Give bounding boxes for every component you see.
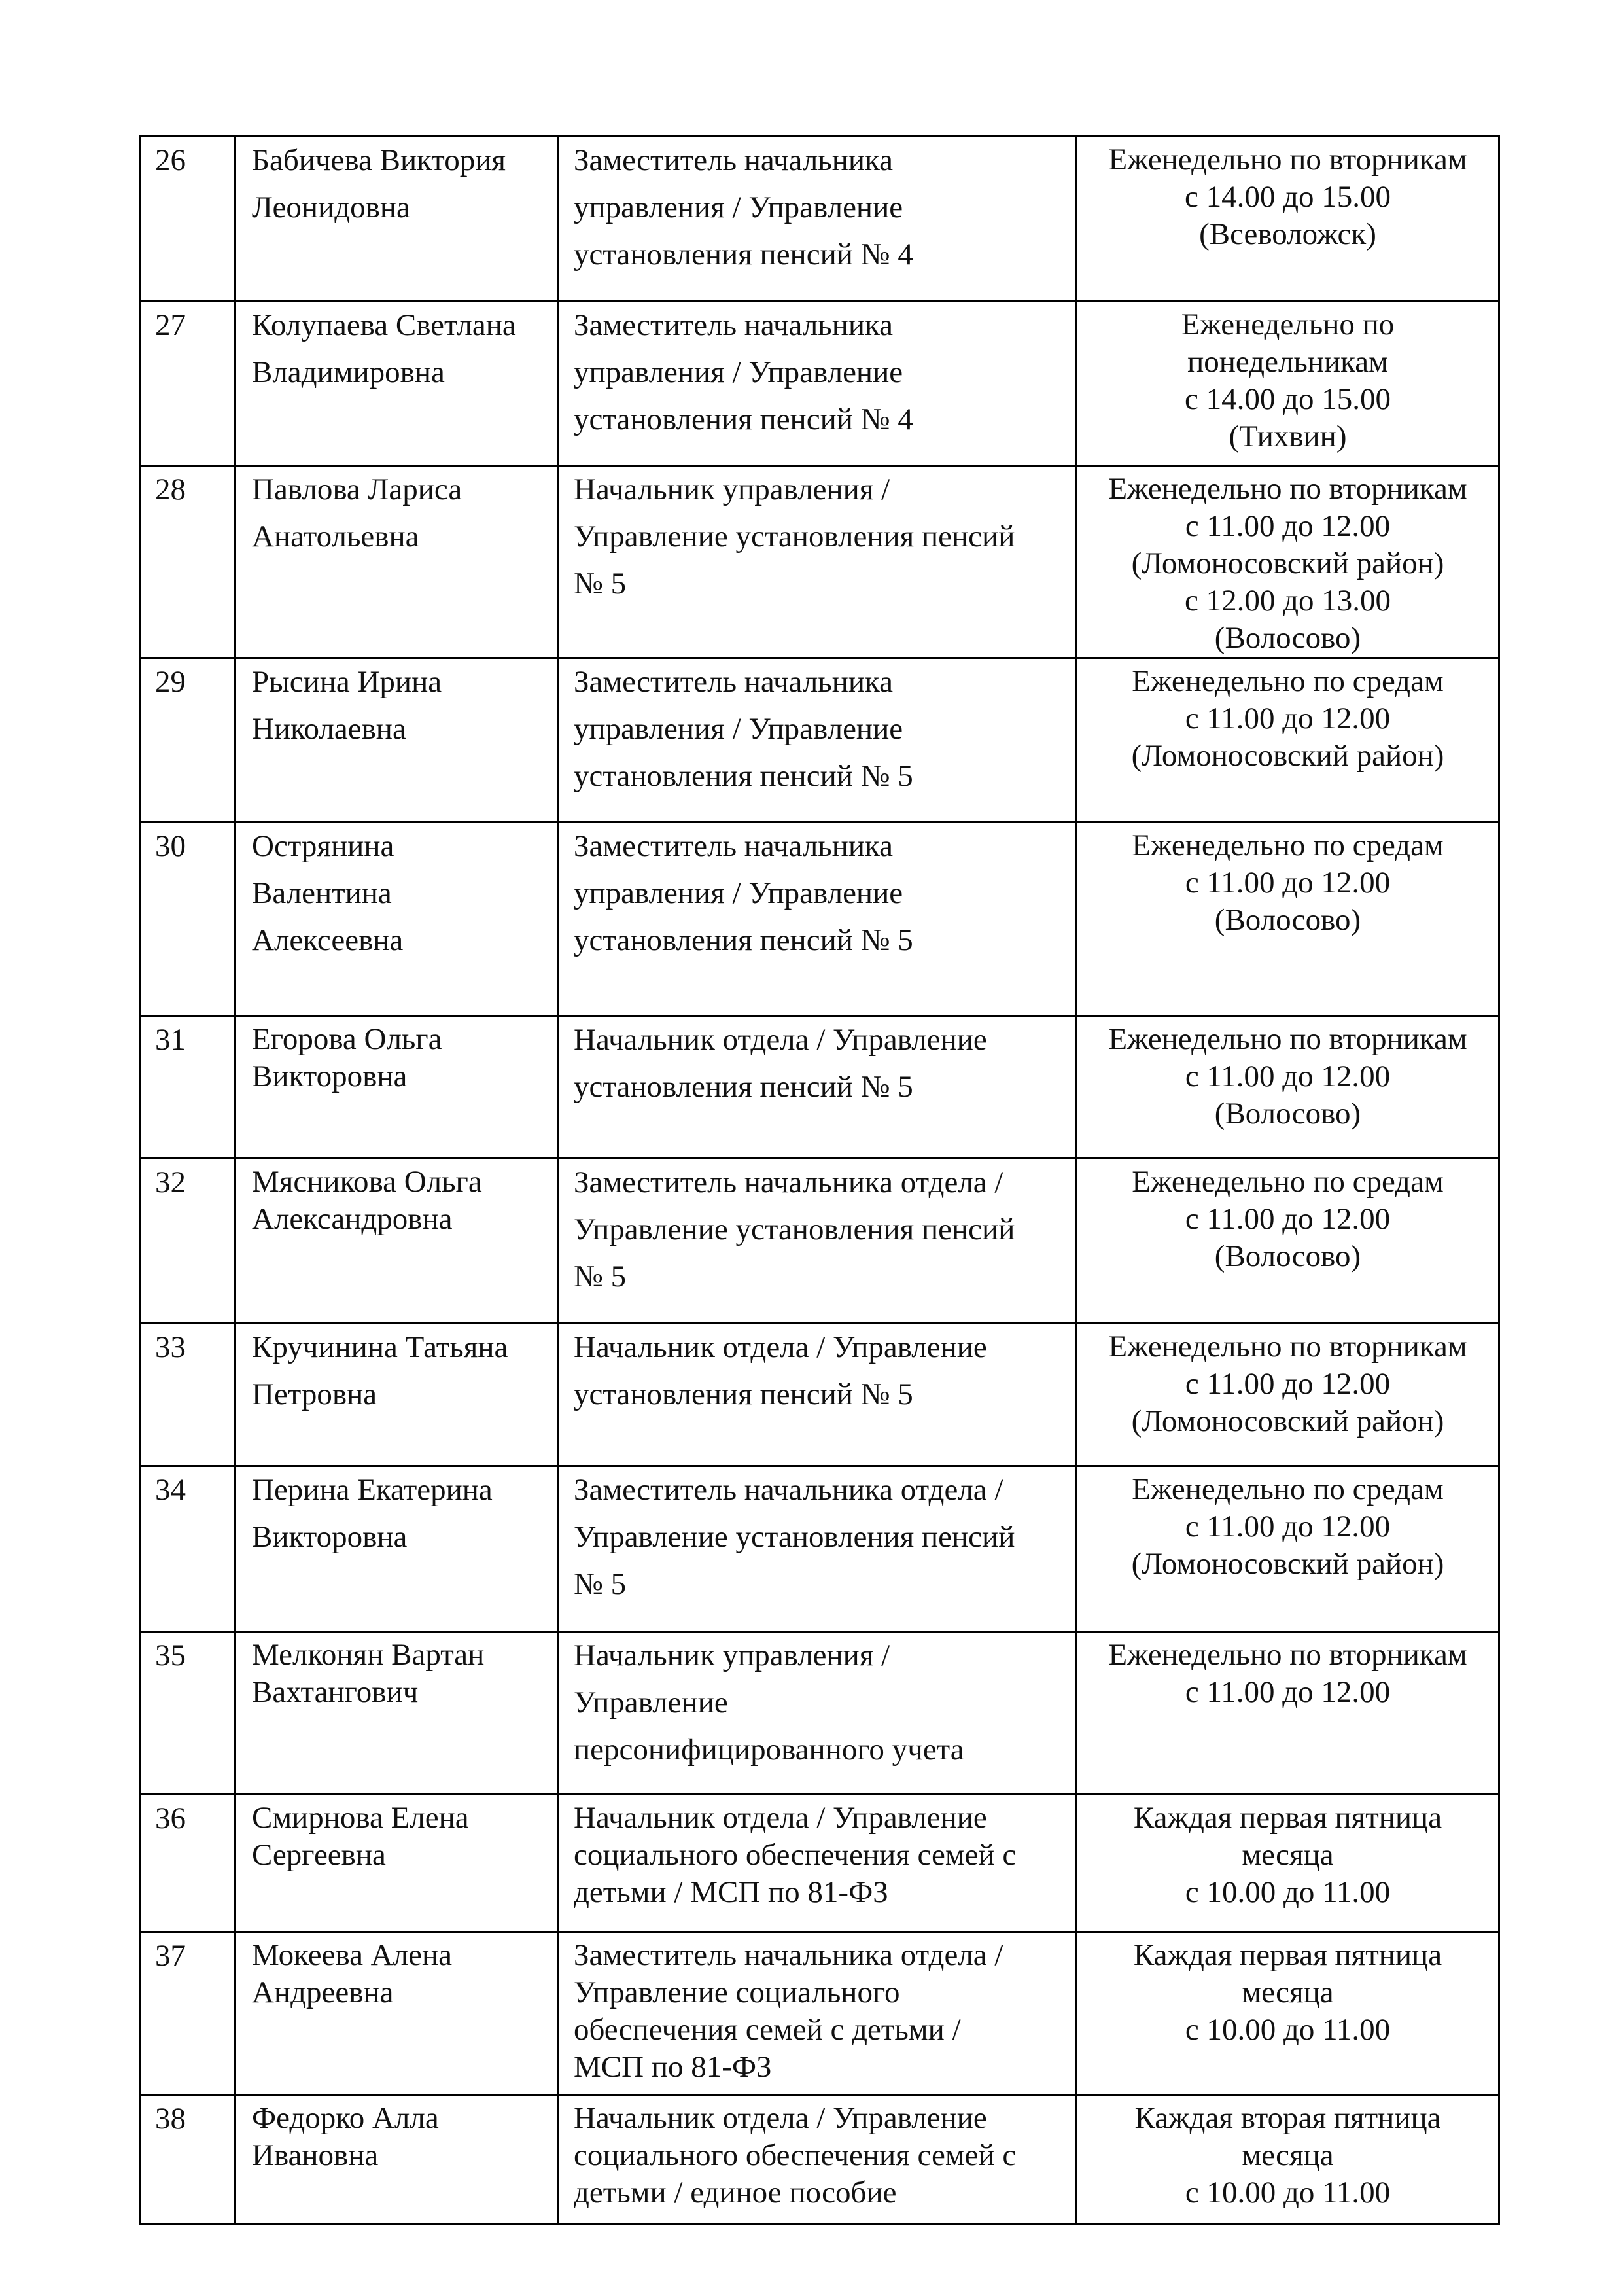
schedule-cell [1077, 658, 1499, 822]
schedule-line: Каждая первая пятница [1133, 1938, 1442, 1972]
reception-schedule-table [139, 135, 1500, 2225]
row-number: 30 [155, 829, 186, 863]
schedule-line: с 11.00 до 12.00 [1185, 1059, 1391, 1093]
schedule-line: Еженедельно по [1181, 308, 1395, 342]
employee-name-line: Павлова Лариса [252, 472, 462, 506]
schedule-line: с 10.00 до 11.00 [1185, 2013, 1391, 2047]
position-line: детьми / единое пособие [574, 2176, 897, 2210]
position-line: управления / Управление [574, 355, 903, 389]
schedule-cell [1077, 1159, 1499, 1324]
position-line: Управление установления пенсий [574, 1212, 1015, 1246]
schedule-line: с 14.00 до 15.00 [1184, 180, 1391, 214]
schedule-line: месяца [1242, 1838, 1334, 1872]
position-line: управления / Управление [574, 876, 903, 910]
position-line: установления пенсий № 5 [574, 759, 913, 793]
row-number: 29 [155, 665, 186, 699]
employee-name-line: Николаевна [252, 712, 406, 746]
schedule-cell [1077, 137, 1499, 302]
schedule-line: Еженедельно по средам [1132, 664, 1444, 698]
employee-name-cell [236, 137, 559, 302]
employee-name-cell [236, 1466, 559, 1632]
row-number: 36 [155, 1801, 186, 1835]
employee-name-line: Александровна [252, 1202, 453, 1236]
position-cell [559, 466, 1077, 658]
row-number: 26 [155, 143, 186, 177]
employee-name-line: Федорко Алла [252, 2101, 439, 2135]
position-line: установления пенсий № 5 [574, 1070, 913, 1104]
position-cell [559, 658, 1077, 822]
row-number-cell [141, 658, 236, 822]
row-number-cell [141, 1324, 236, 1466]
schedule-line: (Ломоносовский район) [1131, 546, 1444, 580]
schedule-line: понедельникам [1187, 345, 1388, 379]
position-line: Управление [574, 1686, 728, 1720]
employee-name-line: Петровна [252, 1377, 377, 1411]
schedule-line: (Волосово) [1214, 1239, 1361, 1273]
position-cell [559, 1324, 1077, 1466]
schedule-line: Еженедельно по вторникам [1108, 143, 1467, 177]
schedule-cell [1077, 822, 1499, 1016]
position-cell [559, 302, 1077, 466]
schedule-line: Каждая вторая пятница [1134, 2101, 1441, 2135]
schedule-line: (Всеволожск) [1199, 217, 1376, 251]
employee-name-line: Острянина [252, 829, 394, 863]
schedule-line: с 10.00 до 11.00 [1185, 1875, 1391, 1909]
position-line: Заместитель начальника [574, 143, 893, 177]
table-row [141, 302, 1499, 466]
position-cell [559, 1632, 1077, 1795]
employee-name-line: Сергеевна [252, 1838, 386, 1872]
employee-name-line: Валентина [252, 876, 392, 910]
row-number: 35 [155, 1638, 186, 1672]
schedule-line: Еженедельно по средам [1132, 1472, 1444, 1506]
employee-name-cell [236, 466, 559, 658]
schedule-line: (Ломоносовский район) [1131, 739, 1444, 773]
schedule-cell [1077, 1324, 1499, 1466]
employee-name-line: Мелконян Вартан [252, 1638, 485, 1672]
row-number-cell [141, 1632, 236, 1795]
schedule-cell [1077, 1932, 1499, 2095]
schedule-line: с 11.00 до 12.00 [1185, 701, 1391, 735]
employee-name-line: Мясникова Ольга [252, 1165, 482, 1199]
schedule-line: с 11.00 до 12.00 [1185, 866, 1391, 900]
schedule-cell [1077, 1466, 1499, 1632]
table-row [141, 1632, 1499, 1795]
schedule-line: (Ломоносовский район) [1131, 1404, 1444, 1438]
schedule-line: Каждая первая пятница [1133, 1801, 1442, 1835]
employee-name-line: Андреевна [252, 1975, 394, 2009]
table-row [141, 137, 1499, 302]
position-line: Начальник отдела / Управление [574, 1801, 987, 1835]
position-line: Управление социального [574, 1975, 900, 2009]
position-cell [559, 1016, 1077, 1159]
schedule-cell [1077, 1795, 1499, 1932]
employee-name-cell [236, 302, 559, 466]
position-line: № 5 [574, 1567, 627, 1601]
schedule-line: Еженедельно по средам [1132, 828, 1444, 862]
position-line: Заместитель начальника [574, 665, 893, 699]
row-number: 28 [155, 472, 186, 506]
position-line: установления пенсий № 4 [574, 402, 913, 436]
schedule-line: с 14.00 до 15.00 [1184, 382, 1391, 416]
row-number-cell [141, 822, 236, 1016]
position-line: социального обеспечения семей с [574, 2138, 1017, 2172]
table-row [141, 1016, 1499, 1159]
position-line: Начальник управления / [574, 472, 890, 506]
schedule-cell [1077, 466, 1499, 658]
schedule-line: Еженедельно по вторникам [1108, 472, 1467, 506]
schedule-line: с 11.00 до 12.00 [1185, 1367, 1391, 1401]
employee-name-cell [236, 658, 559, 822]
position-line: персонифицированного учета [574, 1733, 964, 1767]
position-line: № 5 [574, 567, 627, 601]
position-line: Управление установления пенсий [574, 1520, 1015, 1554]
row-number: 32 [155, 1165, 186, 1199]
position-line: Начальник управления / [574, 1638, 890, 1672]
row-number-cell [141, 1795, 236, 1932]
employee-name-cell [236, 1324, 559, 1466]
table-row [141, 1159, 1499, 1324]
schedule-line: с 11.00 до 12.00 [1185, 1510, 1391, 1544]
position-line: Заместитель начальника отдела / [574, 1165, 1003, 1199]
schedule-line: с 11.00 до 12.00 [1185, 509, 1391, 543]
table-row [141, 822, 1499, 1016]
schedule-line: (Волосово) [1214, 621, 1361, 655]
table-body [141, 137, 1499, 2225]
schedule-line: (Тихвин) [1229, 419, 1347, 453]
position-cell [559, 1932, 1077, 2095]
schedule-line: Еженедельно по вторникам [1108, 1330, 1467, 1364]
employee-name-line: Рысина Ирина [252, 665, 442, 699]
employee-name-line: Перина Екатерина [252, 1473, 493, 1507]
schedule-line: Еженедельно по вторникам [1108, 1638, 1467, 1672]
row-number-cell [141, 302, 236, 466]
employee-name-line: Егорова Ольга [252, 1022, 442, 1056]
position-line: установления пенсий № 5 [574, 1377, 913, 1411]
schedule-cell [1077, 1016, 1499, 1159]
employee-name-line: Вахтангович [252, 1675, 419, 1709]
table-row [141, 1795, 1499, 1932]
position-line: управления / Управление [574, 712, 903, 746]
employee-name-line: Ивановна [252, 2138, 379, 2172]
employee-name-cell [236, 1016, 559, 1159]
row-number-cell [141, 1932, 236, 2095]
position-line: Управление установления пенсий [574, 520, 1015, 554]
schedule-line: (Волосово) [1214, 903, 1361, 937]
schedule-cell [1077, 302, 1499, 466]
schedule-line: (Ломоносовский район) [1131, 1547, 1444, 1581]
schedule-line: Еженедельно по средам [1132, 1165, 1444, 1199]
position-line: Начальник отдела / Управление [574, 2101, 987, 2135]
position-line: детьми / МСП по 81-ФЗ [574, 1875, 888, 1909]
table-row [141, 2095, 1499, 2225]
row-number-cell [141, 2095, 236, 2225]
employee-name-cell [236, 1632, 559, 1795]
schedule-line: с 10.00 до 11.00 [1185, 2176, 1391, 2210]
schedule-line: Еженедельно по вторникам [1108, 1022, 1467, 1056]
position-line: установления пенсий № 4 [574, 238, 913, 272]
row-number: 31 [155, 1023, 186, 1057]
employee-name-line: Викторовна [252, 1520, 408, 1554]
employee-name-cell [236, 2095, 559, 2225]
employee-name-line: Кручинина Татьяна [252, 1330, 508, 1364]
position-line: социального обеспечения семей с [574, 1838, 1017, 1872]
row-number-cell [141, 137, 236, 302]
position-line: № 5 [574, 1260, 627, 1294]
table-row [141, 658, 1499, 822]
employee-name-line: Викторовна [252, 1059, 408, 1093]
position-cell [559, 1466, 1077, 1632]
employee-name-line: Алексеевна [252, 923, 404, 957]
employee-name-line: Колупаева Светлана [252, 308, 516, 342]
position-cell [559, 822, 1077, 1016]
employee-name-line: Мокеева Алена [252, 1938, 452, 1972]
row-number: 27 [155, 308, 186, 342]
position-cell [559, 1159, 1077, 1324]
schedule-line: с 11.00 до 12.00 [1185, 1675, 1391, 1709]
schedule-line: с 12.00 до 13.00 [1184, 584, 1391, 618]
employee-name-line: Смирнова Елена [252, 1801, 469, 1835]
row-number: 37 [155, 1939, 186, 1973]
position-line: МСП по 81-ФЗ [574, 2050, 772, 2084]
employee-name-line: Анатольевна [252, 520, 419, 554]
table-row [141, 1324, 1499, 1466]
position-line: Заместитель начальника [574, 308, 893, 342]
position-line: Заместитель начальника отдела / [574, 1938, 1003, 1972]
table-row [141, 466, 1499, 658]
row-number: 38 [155, 2102, 186, 2136]
position-cell [559, 1795, 1077, 1932]
position-line: Заместитель начальника отдела / [574, 1473, 1003, 1507]
employee-name-line: Леонидовна [252, 190, 410, 224]
schedule-line: месяца [1242, 1975, 1334, 2009]
schedule-line: месяца [1242, 2138, 1334, 2172]
employee-name-cell [236, 1932, 559, 2095]
table-row [141, 1932, 1499, 2095]
row-number-cell [141, 1466, 236, 1632]
schedule-line: (Волосово) [1214, 1097, 1361, 1131]
position-line: Начальник отдела / Управление [574, 1330, 987, 1364]
employee-name-cell [236, 1159, 559, 1324]
row-number: 33 [155, 1330, 186, 1364]
schedule-cell [1077, 2095, 1499, 2225]
row-number: 34 [155, 1473, 186, 1507]
row-number-cell [141, 466, 236, 658]
position-cell [559, 2095, 1077, 2225]
employee-name-line: Владимировна [252, 355, 445, 389]
position-line: установления пенсий № 5 [574, 923, 913, 957]
table-row [141, 1466, 1499, 1632]
position-line: Заместитель начальника [574, 829, 893, 863]
employee-name-line: Бабичева Виктория [252, 143, 506, 177]
position-cell [559, 137, 1077, 302]
schedule-line: с 11.00 до 12.00 [1185, 1202, 1391, 1236]
position-line: Начальник отдела / Управление [574, 1023, 987, 1057]
position-line: управления / Управление [574, 190, 903, 224]
position-line: обеспечения семей с детьми / [574, 2013, 961, 2047]
schedule-cell [1077, 1632, 1499, 1795]
row-number-cell [141, 1016, 236, 1159]
employee-name-cell [236, 822, 559, 1016]
row-number-cell [141, 1159, 236, 1324]
employee-name-cell [236, 1795, 559, 1932]
